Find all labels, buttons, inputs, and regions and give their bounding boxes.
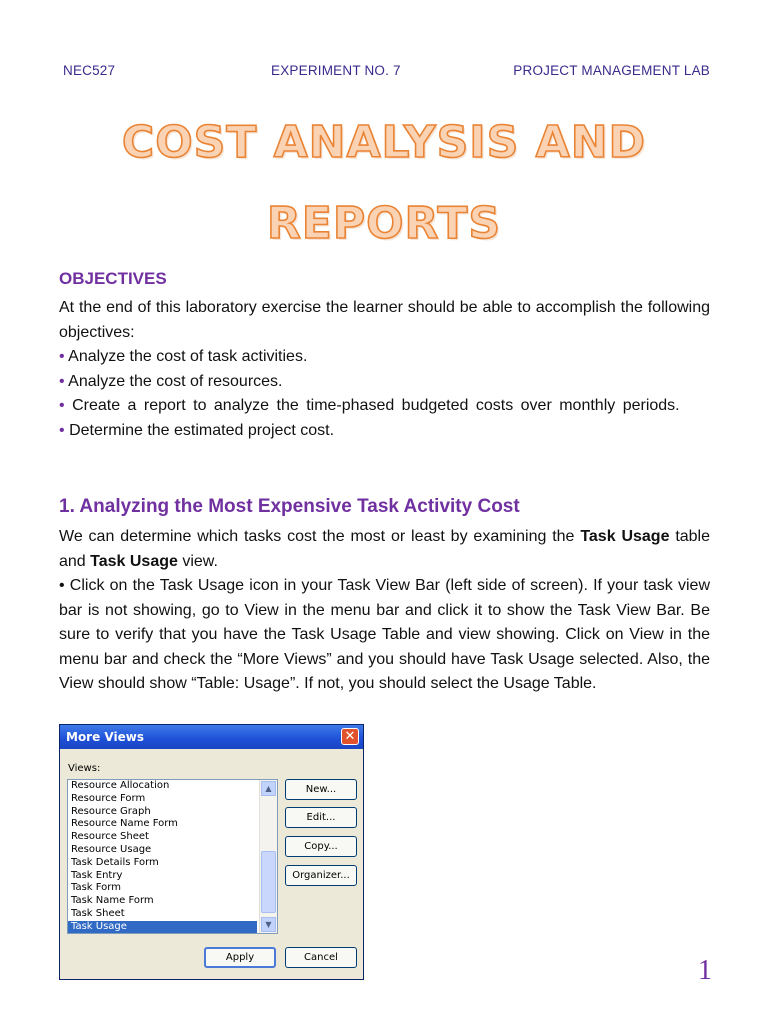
cancel-button[interactable]: Cancel (285, 947, 357, 968)
objective-item: • Analyze the cost of task activities. (59, 348, 308, 365)
new-button[interactable]: New... (285, 779, 357, 800)
close-icon[interactable]: ✕ (341, 728, 359, 745)
dialog-title-bar (60, 725, 363, 749)
lab-name: PROJECT MANAGEMENT LAB (513, 63, 710, 78)
list-item[interactable]: Task Name Form (71, 895, 154, 907)
list-item[interactable]: Task Entry (71, 869, 123, 881)
section-heading: 1. Analyzing the Most Expensive Task Activity Cost (59, 496, 520, 517)
list-item[interactable]: Task Usage (68, 921, 257, 934)
page-number: 1 (698, 955, 712, 986)
list-item[interactable]: Resource Form (71, 792, 146, 804)
list-item[interactable]: Resource Sheet (71, 831, 149, 843)
bullet: • (59, 372, 65, 390)
objectives-heading: OBJECTIVES (59, 269, 167, 288)
title-line-2: REPORTS (266, 198, 502, 249)
dialog-title: More Views (66, 730, 144, 744)
objective-item: • Determine the estimated project cost. (59, 421, 335, 439)
scroll-thumb[interactable] (261, 851, 276, 913)
bullet: • (59, 421, 65, 439)
views-listbox[interactable] (67, 779, 278, 934)
more-views-dialog (59, 724, 364, 980)
list-item[interactable]: Task Details Form (71, 856, 159, 868)
page-header (63, 63, 710, 83)
list-item[interactable]: Resource Graph (71, 805, 151, 817)
copy-button[interactable]: Copy... (285, 836, 357, 857)
experiment-number: EXPERIMENT NO. 7 (271, 63, 401, 78)
bullet: • (59, 397, 65, 414)
objectives-intro: At the end of this laboratory exercise the learner should be able to accomplish the following objectives: (59, 299, 710, 341)
list-item[interactable]: Task Form (71, 882, 121, 894)
organizer-button[interactable]: Organizer... (285, 865, 357, 886)
list-item[interactable]: Resource Usage (71, 843, 152, 855)
list-item[interactable]: Resource Allocation (71, 780, 170, 791)
views-label: Views: (68, 763, 101, 774)
objective-item: • Analyze the cost of resources. (59, 372, 283, 390)
bullet: • (59, 348, 65, 365)
listbox-scrollbar[interactable] (259, 780, 277, 933)
objectives-body (59, 296, 710, 443)
course-code: NEC527 (63, 63, 116, 78)
scroll-down-icon[interactable]: ▼ (261, 917, 276, 932)
section-paragraph-1: We can determine which tasks cost the most or least by examining the Task Usage table and Task Usage view. (59, 528, 711, 570)
edit-button[interactable]: Edit... (285, 807, 357, 828)
title-line-1: COST ANALYSIS AND (121, 117, 647, 168)
section-paragraph-2: • Click on the Task Usage icon in your Task View Bar (left side of screen). If your task view bar is not showing, go to View in the menu bar and click it to show the Task View Bar. Be sure to verify that you have the Task Usage Table and view showing. Click on View in the menu bar and check the “More Views” and you should have Task Usage selected. Also, the View should show “Table: Usage”. If not, you should select the Usage Table. (59, 577, 710, 692)
scroll-up-icon[interactable]: ▲ (261, 781, 276, 796)
apply-button[interactable]: Apply (204, 947, 276, 968)
list-item[interactable]: Resource Name Form (71, 818, 178, 830)
list-item[interactable]: Task Sheet (71, 907, 125, 919)
objective-item: • Create a report to analyze the time-phased budgeted costs over monthly periods. (59, 397, 680, 414)
